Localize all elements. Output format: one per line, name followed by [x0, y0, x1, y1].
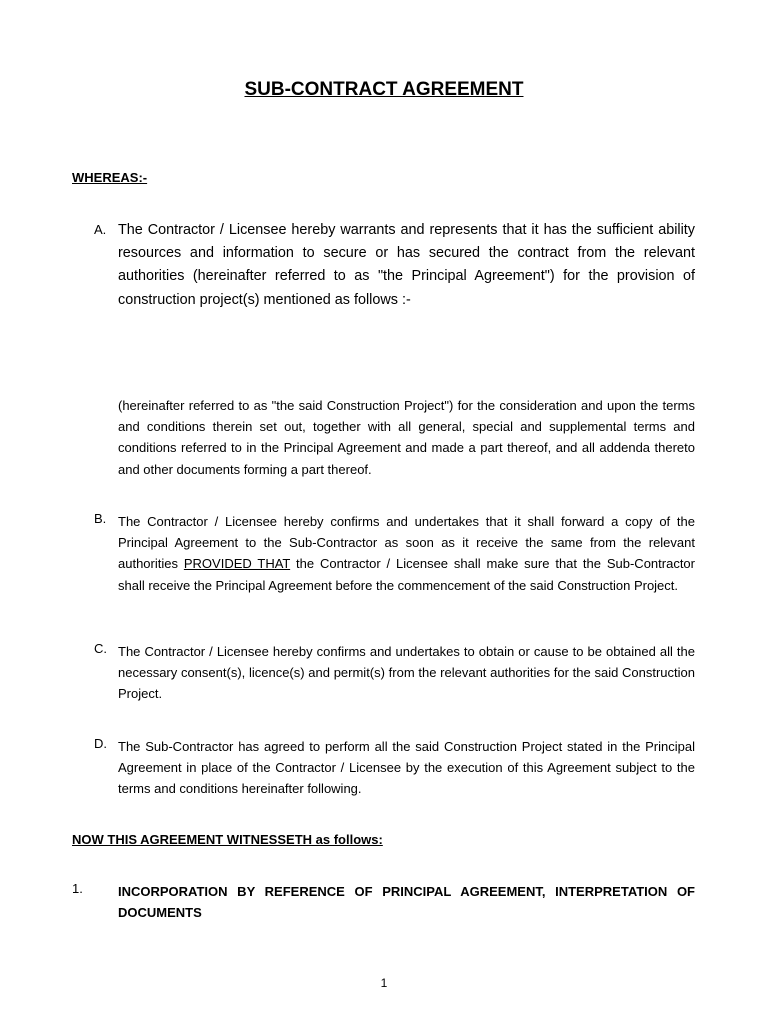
page-number: 1: [380, 976, 388, 990]
clause-c: [94, 641, 695, 705]
section-1: [72, 881, 695, 924]
section-1-title: INCORPORATION BY REFERENCE OF PRINCIPAL AGREEMENT, INTERPRETATION OF DOCUMENTS: [118, 884, 695, 921]
clause-a-letter: A.: [94, 222, 107, 237]
clause-b-letter: B.: [94, 511, 107, 526]
whereas-heading: WHEREAS:-: [72, 170, 148, 185]
clause-b-text-before: The Contractor / Licensee hereby confirms and undertakes that it shall forward a copy of the Principal Agreement to the Sub-Contractor as soon as it receive the same from the relevant authorities: [118, 514, 695, 572]
clause-a-continuation: (hereinafter referred to as "the said Construction Project") for the consideration and upon the terms and conditions therein set out, together with all general, special and supplemental terms and conditions referred to in the Principal Agreement and made a part thereof, and all addenda thereto and other documents forming a part thereof.: [118, 398, 695, 477]
clause-c-letter: C.: [94, 641, 107, 656]
clause-b: [94, 511, 695, 596]
clause-d: [94, 736, 695, 800]
provided-that-underlined: PROVIDED THAT: [183, 556, 291, 572]
witnesseth-heading: NOW THIS AGREEMENT WITNESSETH as follows:: [72, 832, 383, 847]
clause-a-text: The Contractor / Licensee hereby warrants and represents that it has the sufficient ability resources and information to secure or has secured the contract from the relevant authorities (hereinafter referred to as "the Principal Agreement") for the provision of construction project(s) mentioned as follows :-: [118, 222, 695, 308]
clause-b-text-after: the Contractor / Licensee shall make sure that the Sub-Contractor shall receive the Principal Agreement before the commencement of the said Construction Project.: [118, 556, 695, 593]
clause-d-text: The Sub-Contractor has agreed to perform all the said Construction Project stated in the Principal Agreement in place of the Contractor / Licensee by the execution of this Agreement subject to the terms and conditions hereinafter following.: [118, 739, 695, 797]
clause-d-letter: D.: [94, 736, 107, 751]
document-title: SUB-CONTRACT AGREEMENT: [244, 79, 524, 100]
section-1-number: 1.: [72, 881, 83, 896]
clause-b-text: [118, 511, 695, 596]
clause-c-text: The Contractor / Licensee hereby confirms and undertakes to obtain or cause to be obtained all the necessary consent(s), licence(s) and permit(s) from the relevant authorities for the said Construction Project.: [118, 644, 695, 702]
clause-a: [94, 219, 695, 312]
